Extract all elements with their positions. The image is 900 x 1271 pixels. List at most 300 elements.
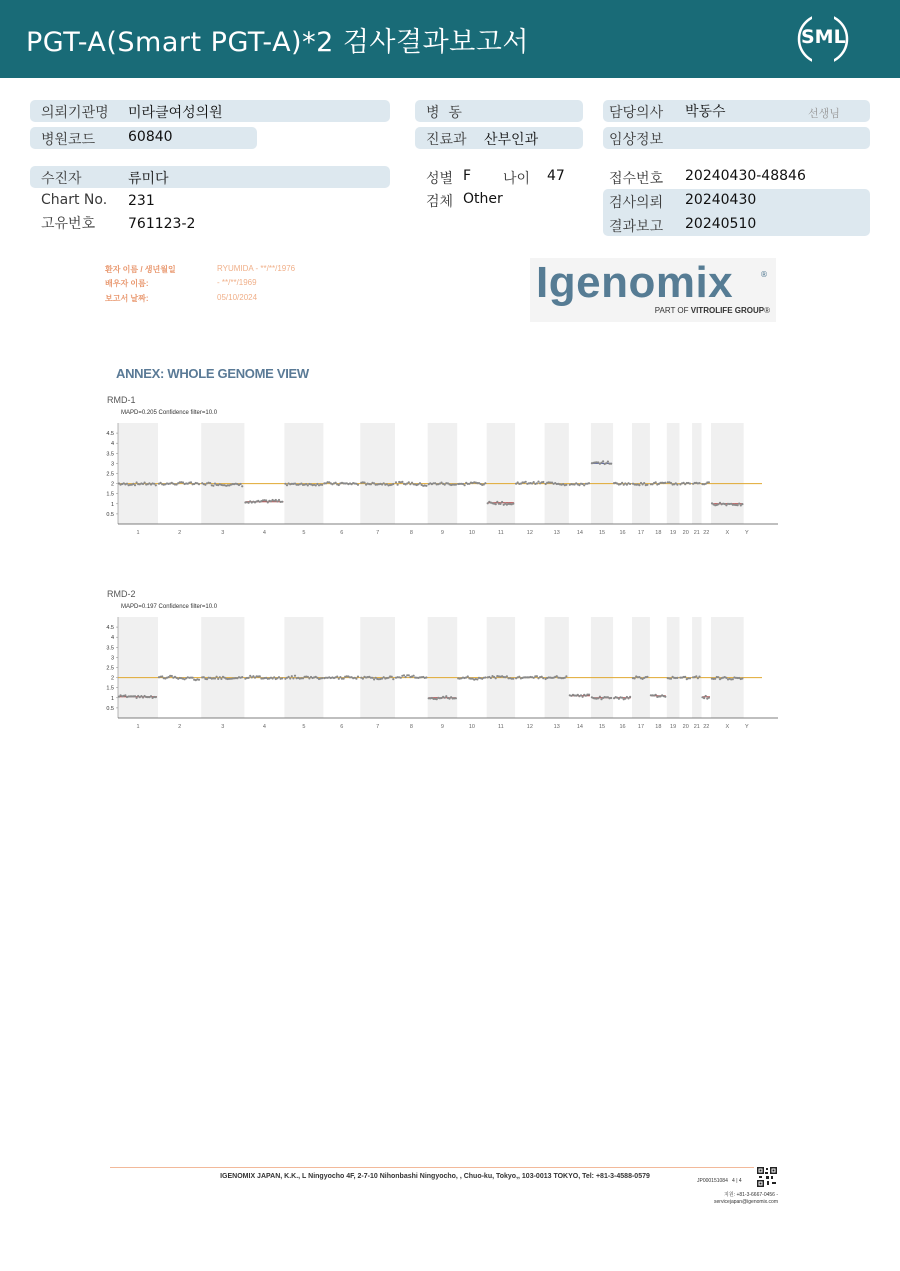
data-point xyxy=(705,695,707,697)
data-point xyxy=(321,484,323,486)
patient-value: 류미다 xyxy=(128,171,169,187)
data-point xyxy=(646,484,648,486)
data-point xyxy=(670,678,672,680)
data-point xyxy=(392,483,394,485)
igenomix-sub-brand: VITROLIFE GROUP xyxy=(690,306,765,315)
x-tick-label: 2 xyxy=(178,724,182,730)
data-point xyxy=(698,482,700,484)
report-value: 20240510 xyxy=(685,216,757,232)
data-point xyxy=(638,484,640,486)
data-point xyxy=(219,676,221,678)
data-point xyxy=(541,676,543,678)
data-point xyxy=(209,482,211,484)
x-tick-label: 14 xyxy=(576,724,583,730)
data-point xyxy=(214,677,216,679)
genome-view-chart-1 xyxy=(100,420,782,536)
data-point xyxy=(413,675,415,677)
x-tick-label: 6 xyxy=(340,724,344,730)
data-point xyxy=(610,697,612,699)
data-point xyxy=(737,504,739,506)
x-tick-label: 4 xyxy=(262,724,266,730)
igenomix-sub-tm: ® xyxy=(764,306,770,315)
data-point xyxy=(664,482,666,484)
chart-no-value: 231 xyxy=(128,193,155,209)
data-point xyxy=(580,694,582,696)
data-point xyxy=(602,460,604,462)
data-point xyxy=(395,481,397,483)
data-point xyxy=(689,677,691,679)
data-point xyxy=(621,482,623,484)
x-tick-label: 17 xyxy=(637,724,645,730)
x-tick-label: 7 xyxy=(376,724,380,730)
y-tick-label: 2 xyxy=(110,675,114,682)
data-point xyxy=(411,482,413,484)
request-label: 검사의뢰 xyxy=(609,195,664,211)
data-point xyxy=(741,677,743,679)
data-point xyxy=(732,678,734,680)
data-point xyxy=(496,501,498,503)
y-tick-label: 1.5 xyxy=(106,685,114,692)
data-point xyxy=(536,675,538,677)
data-point xyxy=(624,698,626,700)
data-point xyxy=(405,676,407,678)
data-point xyxy=(708,481,710,483)
x-tick-label: 9 xyxy=(440,530,444,536)
data-point xyxy=(241,676,243,678)
data-point xyxy=(190,481,192,483)
data-point xyxy=(273,676,275,678)
data-point xyxy=(695,675,697,677)
chromosome-band xyxy=(360,617,395,718)
data-point xyxy=(643,482,645,484)
x-tick-label: 16 xyxy=(619,530,626,536)
ref-patient-label: 환자 이름 / 생년월일 xyxy=(105,265,176,274)
data-point xyxy=(476,678,478,680)
chromosome-band xyxy=(692,423,701,524)
y-tick-label: 1.5 xyxy=(106,491,114,498)
x-tick-label: 6 xyxy=(340,530,344,536)
data-point xyxy=(564,677,566,679)
data-point xyxy=(425,676,427,678)
y-tick-label: 3 xyxy=(110,655,114,662)
specimen-value: Other xyxy=(463,191,503,207)
data-point xyxy=(401,481,403,483)
request-value: 20240430 xyxy=(685,192,757,208)
data-point xyxy=(155,484,157,486)
data-point xyxy=(670,482,672,484)
chromosome-band xyxy=(118,423,158,524)
data-point xyxy=(400,677,402,679)
data-point xyxy=(291,675,293,677)
y-tick-label: 3.5 xyxy=(106,451,114,458)
data-point xyxy=(371,677,373,679)
data-point xyxy=(676,484,678,486)
age-label: 나이 xyxy=(503,171,531,187)
data-point xyxy=(607,461,609,463)
data-point xyxy=(719,502,721,504)
data-point xyxy=(499,503,501,505)
data-point xyxy=(249,675,251,677)
data-point xyxy=(697,677,699,679)
chromosome-band xyxy=(692,617,701,718)
y-tick-label: 2 xyxy=(110,481,114,488)
x-tick-label: 19 xyxy=(670,724,677,730)
data-point xyxy=(362,678,364,680)
data-point xyxy=(583,484,585,486)
chromosome-band xyxy=(201,617,244,718)
data-point xyxy=(565,675,567,677)
data-point xyxy=(336,676,338,678)
report-header xyxy=(0,0,900,78)
data-point xyxy=(198,483,200,485)
data-point xyxy=(655,481,657,483)
data-point xyxy=(689,483,691,485)
data-point xyxy=(265,499,267,501)
chromosome-band xyxy=(545,423,569,524)
data-point xyxy=(281,501,283,503)
hospital-code-value: 60840 xyxy=(128,129,173,145)
x-tick-label: 10 xyxy=(468,530,475,536)
x-tick-label: 22 xyxy=(703,724,710,730)
data-point xyxy=(392,678,394,680)
data-point xyxy=(278,676,280,678)
data-point xyxy=(703,697,705,699)
chromosome-band xyxy=(118,617,158,718)
data-point xyxy=(126,483,128,485)
x-tick-label: 11 xyxy=(498,724,504,730)
x-tick-label: 2 xyxy=(178,530,182,536)
x-tick-label: 20 xyxy=(682,724,689,730)
x-tick-label: 15 xyxy=(598,724,606,730)
data-point xyxy=(155,696,157,698)
y-tick-label: 3.5 xyxy=(106,645,114,652)
data-point xyxy=(357,484,359,486)
doctor-suffix: 선생님 xyxy=(808,107,840,120)
data-point xyxy=(484,676,486,678)
data-point xyxy=(599,696,601,698)
data-point xyxy=(204,484,206,486)
data-point xyxy=(676,677,678,679)
footer-page-number: 4 | 4 xyxy=(732,1178,742,1184)
data-point xyxy=(292,677,294,679)
x-tick-label: 1 xyxy=(136,724,140,730)
sex-label: 성별 xyxy=(426,171,454,187)
data-point xyxy=(281,677,283,679)
x-tick-label: 3 xyxy=(221,724,225,730)
data-point xyxy=(136,481,138,483)
footer-divider xyxy=(110,1167,754,1168)
ref-spouse-label: 배우자 이름: xyxy=(105,279,149,288)
igenomix-wordmark: Igenomix xyxy=(536,258,734,307)
data-point xyxy=(536,482,538,484)
data-point xyxy=(512,678,514,680)
patient-row xyxy=(30,166,390,188)
data-point xyxy=(124,694,126,696)
ref-date-value: 05/10/2024 xyxy=(217,293,258,302)
chromosome-band xyxy=(284,617,323,718)
y-tick-label: 2.5 xyxy=(106,471,114,478)
data-point xyxy=(646,676,648,678)
data-point xyxy=(512,503,514,505)
x-tick-label: 7 xyxy=(376,530,380,536)
ref-spouse-value: - **/**/1969 xyxy=(217,278,257,287)
chromosome-band xyxy=(284,423,323,524)
data-point xyxy=(714,678,716,680)
data-point xyxy=(286,484,288,486)
igenomix-logo xyxy=(530,258,776,322)
x-tick-label: X xyxy=(725,530,730,536)
data-point xyxy=(556,675,558,677)
data-point xyxy=(267,501,269,503)
data-point xyxy=(161,675,163,677)
data-point xyxy=(537,481,539,483)
data-point xyxy=(698,676,700,678)
igenomix-reg-mark: ® xyxy=(760,270,768,279)
id-value: 761123-2 xyxy=(128,216,196,232)
doctor-label: 담당의사 xyxy=(609,105,664,121)
data-point xyxy=(495,677,497,679)
data-point xyxy=(495,503,497,505)
x-tick-label: 15 xyxy=(598,530,606,536)
data-point xyxy=(289,677,291,679)
data-point xyxy=(525,481,527,483)
x-tick-label: 21 xyxy=(693,724,700,730)
data-point xyxy=(150,695,152,697)
data-point xyxy=(363,482,365,484)
chromosome-band xyxy=(667,423,680,524)
data-point xyxy=(259,675,261,677)
data-point xyxy=(708,697,710,699)
y-tick-label: 4.5 xyxy=(106,431,114,438)
data-point xyxy=(464,484,466,486)
data-point xyxy=(518,676,520,678)
y-tick-label: 1 xyxy=(110,501,114,508)
data-point xyxy=(445,695,447,697)
data-point xyxy=(588,482,590,484)
institution-label: 의뢰기관명 xyxy=(41,105,109,121)
chart-1-subtitle: MAPD=0.205 Confidence filter=10.0 xyxy=(121,410,218,416)
y-tick-label: 4.5 xyxy=(106,625,114,632)
data-point xyxy=(302,677,304,679)
y-tick-label: 0.5 xyxy=(106,705,114,712)
sex-value: F xyxy=(463,168,472,184)
x-tick-label: 13 xyxy=(553,530,560,536)
data-point xyxy=(533,677,535,679)
data-point xyxy=(136,697,138,699)
footer-doc-number: JP000151084 xyxy=(697,1178,728,1184)
data-point xyxy=(357,676,359,678)
receipt-label: 접수번호 xyxy=(609,171,664,187)
data-point xyxy=(373,678,375,680)
id-label: 고유번호 xyxy=(41,216,96,232)
data-point xyxy=(248,677,250,679)
doctor-value: 박동수 xyxy=(685,104,726,120)
chromosome-band xyxy=(360,423,395,524)
chromosome-band xyxy=(632,423,650,524)
chart-2-subtitle: MAPD=0.197 Confidence filter=10.0 xyxy=(121,604,218,610)
data-point xyxy=(455,697,457,699)
data-point xyxy=(408,481,410,483)
hospital-code-label: 병원코드 xyxy=(41,132,96,148)
clinical-label: 임상정보 xyxy=(609,132,664,148)
data-point xyxy=(220,678,222,680)
x-tick-label: 9 xyxy=(440,724,444,730)
data-point xyxy=(717,503,719,505)
x-tick-label: 5 xyxy=(302,724,306,730)
data-point xyxy=(533,481,535,483)
footer-contact: 지원: +81-3-6667-0456 - servicejapan@igenomix.com xyxy=(714,1192,778,1205)
data-point xyxy=(391,676,393,678)
x-tick-label: 4 xyxy=(262,530,266,536)
chromosome-band xyxy=(667,617,680,718)
data-point xyxy=(321,677,323,679)
data-point xyxy=(610,463,612,465)
chromosome-band xyxy=(591,617,613,718)
data-point xyxy=(455,484,457,486)
report-label: 결과보고 xyxy=(609,219,664,235)
data-point xyxy=(582,696,584,698)
data-point xyxy=(725,677,727,679)
data-point xyxy=(684,676,686,678)
data-point xyxy=(738,503,740,505)
y-tick-label: 1 xyxy=(110,695,114,702)
department-value: 산부인과 xyxy=(484,132,539,148)
data-point xyxy=(542,481,544,483)
age-value: 47 xyxy=(547,168,565,184)
data-point xyxy=(217,678,219,680)
x-tick-label: 14 xyxy=(576,530,583,536)
data-point xyxy=(484,482,486,484)
y-tick-label: 3 xyxy=(110,461,114,468)
chart-1-title: RMD-1 xyxy=(107,395,136,405)
data-point xyxy=(588,694,590,696)
chromosome-band xyxy=(711,617,744,718)
receipt-value: 20240430-48846 xyxy=(685,168,806,184)
footer-address: IGENOMIX JAPAN, K.K., L Ningyocho 4F, 2-7-10 Nihonbashi Ningyocho, , Chuo-ku, Tokyo,, 103-0013 TOKYO, Tel: +81-3-4588-0579 xyxy=(220,1173,650,1180)
data-point xyxy=(212,485,214,487)
data-point xyxy=(629,696,631,698)
chromosome-band xyxy=(428,423,457,524)
data-point xyxy=(240,483,242,485)
chromosome-band xyxy=(632,617,650,718)
data-point xyxy=(335,482,337,484)
ward-label: 병 동 xyxy=(426,105,462,121)
data-point xyxy=(409,483,411,485)
x-tick-label: X xyxy=(725,724,730,730)
data-point xyxy=(717,676,719,678)
chromosome-band xyxy=(487,617,515,718)
data-point xyxy=(343,678,345,680)
x-tick-label: 12 xyxy=(526,724,533,730)
data-point xyxy=(425,485,427,487)
data-point xyxy=(203,676,205,678)
x-tick-label: 20 xyxy=(682,530,689,536)
data-point xyxy=(192,677,194,679)
y-tick-label: 2.5 xyxy=(106,665,114,672)
data-point xyxy=(134,484,136,486)
data-point xyxy=(542,677,544,679)
x-tick-label: 8 xyxy=(409,724,413,730)
chart-no-label: Chart No. xyxy=(41,192,108,208)
chromosome-band xyxy=(591,423,613,524)
data-point xyxy=(655,694,657,696)
x-tick-label: 18 xyxy=(655,530,662,536)
data-point xyxy=(664,696,666,698)
data-point xyxy=(278,499,280,501)
data-point xyxy=(241,485,243,487)
chromosome-band xyxy=(487,423,515,524)
data-point xyxy=(487,502,489,504)
data-point xyxy=(142,696,144,698)
data-point xyxy=(294,675,296,677)
data-point xyxy=(144,482,146,484)
sml-logo-text: SML xyxy=(801,26,846,48)
x-tick-label: 16 xyxy=(619,724,626,730)
x-tick-label: 1 xyxy=(136,530,140,536)
data-point xyxy=(153,483,155,485)
data-point xyxy=(288,676,290,678)
data-point xyxy=(634,677,636,679)
x-tick-label: 8 xyxy=(409,530,413,536)
x-tick-label: 18 xyxy=(655,724,662,730)
data-point xyxy=(338,678,340,680)
x-tick-label: 13 xyxy=(553,724,560,730)
x-tick-label: Y xyxy=(745,724,749,730)
data-point xyxy=(338,484,340,486)
y-tick-label: 4 xyxy=(110,635,114,642)
chromosome-band xyxy=(201,423,244,524)
data-point xyxy=(216,676,218,678)
x-tick-label: 17 xyxy=(637,530,645,536)
data-point xyxy=(397,484,399,486)
chromosome-band xyxy=(711,423,744,524)
data-point xyxy=(444,697,446,699)
data-point xyxy=(419,482,421,484)
y-tick-label: 4 xyxy=(110,441,114,448)
data-point xyxy=(627,697,629,699)
igenomix-subtitle xyxy=(655,306,770,315)
x-tick-label: 3 xyxy=(221,530,225,536)
footer-doc-id xyxy=(697,1178,742,1184)
x-tick-label: 21 xyxy=(693,530,700,536)
x-tick-label: 19 xyxy=(670,530,677,536)
x-tick-label: 22 xyxy=(703,530,710,536)
data-point xyxy=(506,675,508,677)
x-tick-label: 10 xyxy=(468,724,475,730)
data-point xyxy=(605,462,607,464)
chart-2-title: RMD-2 xyxy=(107,589,136,599)
data-point xyxy=(403,674,405,676)
data-point xyxy=(339,676,341,678)
data-point xyxy=(307,676,309,678)
institution-value: 미라클여성의원 xyxy=(128,105,223,121)
patient-label: 수진자 xyxy=(41,171,82,187)
data-point xyxy=(565,484,567,486)
x-tick-label: 12 xyxy=(526,530,533,536)
data-point xyxy=(355,678,357,680)
data-point xyxy=(501,501,503,503)
qr-code-icon xyxy=(757,1167,777,1187)
report-title: PGT-A(Smart PGT-A)*2 검사결과보고서 xyxy=(26,27,529,58)
data-point xyxy=(198,679,200,681)
igenomix-sub-prefix: PART OF xyxy=(654,306,691,315)
data-point xyxy=(408,674,410,676)
ref-patient-value: RYUMIDA - **/**/1976 xyxy=(217,264,296,273)
data-point xyxy=(629,483,631,485)
data-point xyxy=(490,677,492,679)
data-point xyxy=(597,697,599,699)
chromosome-band xyxy=(545,617,569,718)
